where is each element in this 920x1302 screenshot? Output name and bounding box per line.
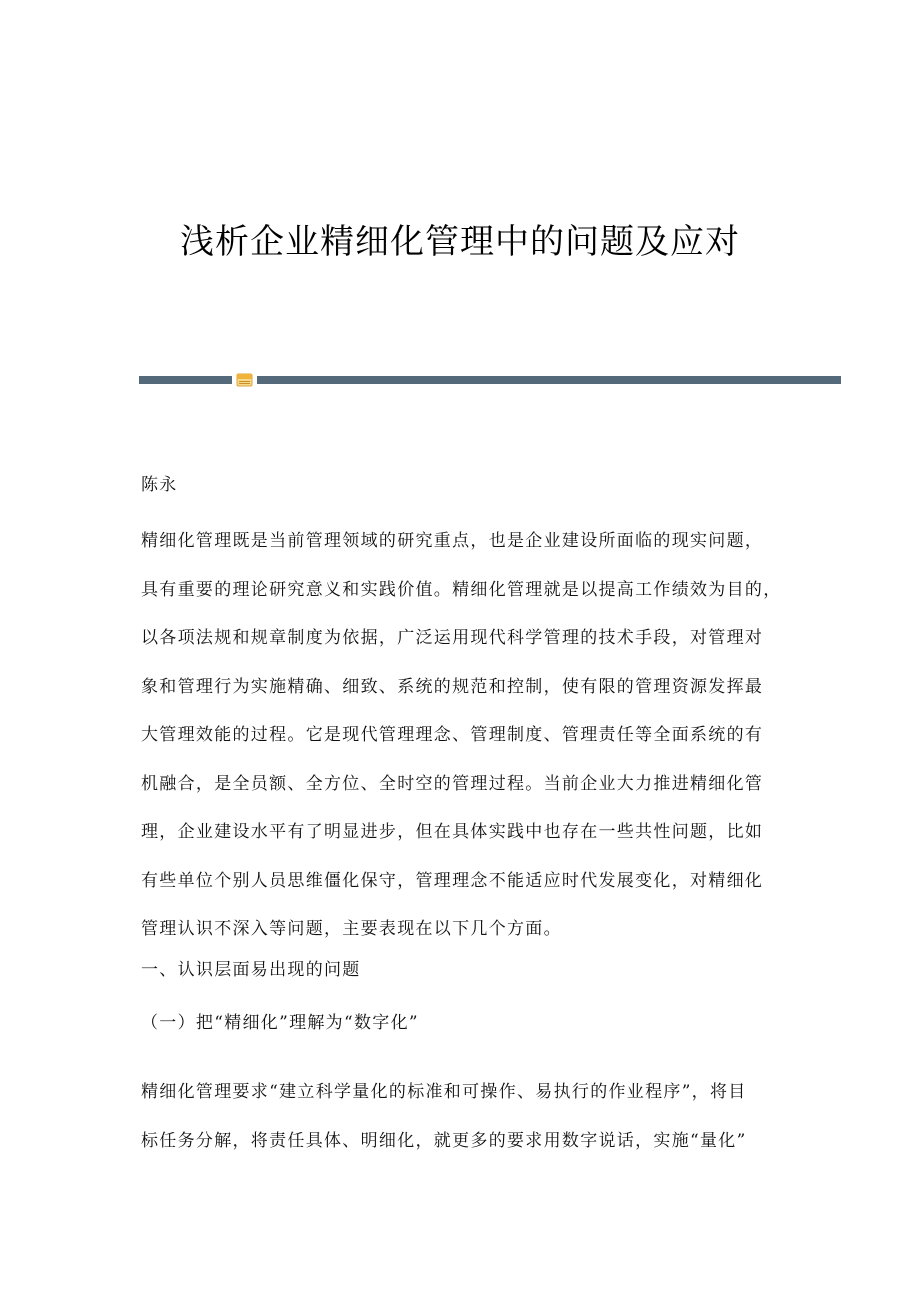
intro-paragraph: [141, 517, 781, 954]
divider-bar-left: [139, 376, 232, 384]
section-heading: 一、认识层面易出现的问题: [141, 960, 361, 980]
author-name: 陈永: [141, 475, 178, 495]
paragraph-line: 机融合，是全员额、全方位、全时空的管理过程。当前企业大力推进精细化管: [141, 773, 764, 794]
paragraph-line: 精细化管理既是当前管理领域的研究重点，也是企业建设所面临的现实问题，: [141, 531, 764, 551]
paragraph-line: 具有重要的理论研究意义和实践价值。精细化管理就是以提高工作绩效为目的，: [141, 579, 782, 600]
paragraph-line: 有些单位个别人员思维僵化保守，管理理念不能适应时代发展变化，对精细化: [141, 870, 764, 891]
title-divider: [139, 373, 841, 387]
document-title: 浅析企业精细化管理中的问题及应对: [180, 222, 740, 262]
body-paragraph: [141, 1068, 781, 1165]
divider-ornament-icon: [236, 373, 253, 387]
paragraph-line: 管理认识不深入等问题，主要表现在以下几个方面。: [141, 919, 562, 939]
paragraph-line: 精细化管理要求“建立科学量化的标准和可操作、易执行的作业程序”，将目: [141, 1082, 747, 1102]
paragraph-line: 以各项法规和规章制度为依据，广泛运用现代科学管理的技术手段，对管理对: [141, 628, 764, 648]
subsection-heading: （一）把“精细化”理解为“数字化”: [141, 1013, 419, 1033]
paragraph-line: 理，企业建设水平有了明显进步，但在具体实践中也存在一些共性问题，比如: [141, 822, 764, 842]
paragraph-line: 大管理效能的过程。它是现代管理理念、管理制度、管理责任等全面系统的有: [141, 725, 764, 745]
divider-bar-right: [257, 376, 841, 384]
paragraph-line: 标任务分解，将责任具体、明细化，就更多的要求用数字说话，实施“量化”: [141, 1130, 747, 1151]
paragraph-line: 象和管理行为实施精确、细致、系统的规范和控制，使有限的管理资源发挥最: [141, 676, 764, 697]
